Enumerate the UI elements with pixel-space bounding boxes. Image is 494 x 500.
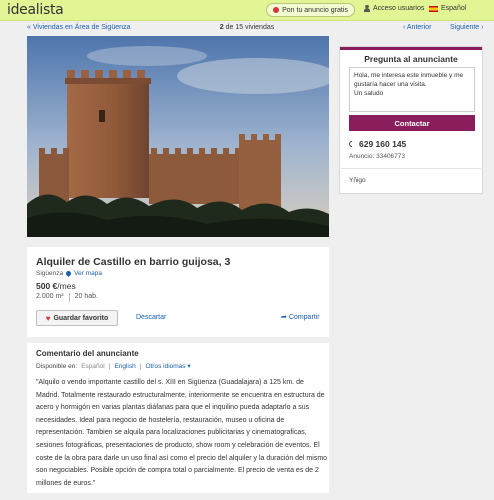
total-label: de 15 viviendas <box>225 24 275 31</box>
spain-flag-icon <box>429 6 438 12</box>
share-icon: ➦ <box>281 314 287 321</box>
other-languages-link[interactable] <box>145 362 190 370</box>
site-logo[interactable]: idealista <box>7 2 64 18</box>
top-bar <box>0 0 494 21</box>
post-ad-label: Pon tu anuncio gratis <box>282 6 348 14</box>
price-unit: /mes <box>57 281 76 291</box>
feature-separator <box>69 293 70 302</box>
phone-label: 629 160 145 <box>359 139 407 149</box>
comment-languages <box>36 362 191 370</box>
listing-navigation <box>0 22 494 34</box>
favorite-label: Guardar favorito <box>53 314 109 322</box>
lang-spanish: Español <box>81 362 105 370</box>
share-link[interactable] <box>281 313 320 321</box>
lang-separator: | <box>108 362 111 370</box>
listing-summary <box>27 247 329 337</box>
lang-separator: | <box>139 362 142 370</box>
save-favorite-button[interactable] <box>36 310 118 326</box>
pin-icon <box>273 7 279 13</box>
contact-accent-bar <box>340 47 482 50</box>
heart-icon: ♥ <box>45 313 51 323</box>
contact-button[interactable]: Contactar <box>349 115 475 131</box>
phone-icon <box>348 140 356 148</box>
user-icon <box>364 5 370 12</box>
next-link[interactable]: Siguiente › <box>450 24 484 31</box>
advertiser-comment <box>27 343 329 493</box>
view-map-link[interactable]: Ver mapa <box>74 270 102 277</box>
property-photo[interactable] <box>27 36 329 237</box>
comment-text: "Alquilo o vendo importante castillo del s. XIII en Sigüenza (Guadalajara) a 125 km. de Madrid. Totalmente restaurado estructuralmente, interiormente se encuentra en estructura de acero y hormigón en varias plantas diáfanas para que el inquilino pueda adaptarlo a sus necesidades. Ideal para negocio de hostelería, restauración, museo u oficina de representación. Tambien se alquila para localizaciones publicitarias y cinematograficas, sesiones fotográficas, presentaciones de producto, show room y celebración de eventos. El coste de la obra para darle un uso final así como el precio del alquiler y la duración del mismo son negociables. Posible opción de compra total o parcialmente. El precio de venta es de 2 millones de euros." <box>36 379 328 487</box>
discard-link[interactable]: Descartar <box>136 314 167 321</box>
castle-photo <box>27 36 329 237</box>
other-languages-label: Otros idiomas <box>145 363 186 370</box>
rooms-value: 20 hab. <box>74 293 98 300</box>
contact-title: Pregunta al anunciante <box>364 54 458 64</box>
phone-number[interactable] <box>349 139 406 149</box>
login-label: Acceso usuarios <box>373 5 425 12</box>
next-label: Siguiente <box>450 24 480 31</box>
lang-english-link[interactable]: English <box>114 362 136 370</box>
available-label: Disponible en: <box>36 362 78 370</box>
chevron-down-icon: ▾ <box>187 363 191 370</box>
area-value: 2.000 m² <box>36 293 64 300</box>
language-selector[interactable] <box>429 5 466 12</box>
back-label: Viviendas en Área de Sigüenza <box>32 24 131 31</box>
message-textarea[interactable]: Hola, me interesa este inmueble y me gustaría hacer una visita. Un saludo <box>349 67 475 112</box>
post-ad-button[interactable] <box>266 3 355 17</box>
contact-panel <box>339 46 483 194</box>
previous-link[interactable]: ‹ Anterior <box>403 24 432 31</box>
share-label: Compartir <box>288 313 320 321</box>
previous-label: Anterior <box>406 24 432 31</box>
language-label: Español <box>441 5 467 12</box>
price-value: 500 € <box>36 281 58 291</box>
login-link[interactable] <box>364 5 424 12</box>
map-marker-icon <box>65 270 72 277</box>
listing-location <box>36 270 102 277</box>
comment-title: Comentario del anunciante <box>36 349 139 358</box>
divider <box>341 168 481 169</box>
location-label: Sigüenza <box>36 270 64 277</box>
seller-name: Yñigo <box>349 177 366 184</box>
listing-price <box>36 281 76 291</box>
back-to-results-link[interactable]: « Viviendas en Área de Sigüenza <box>27 24 131 31</box>
listing-features <box>36 293 98 302</box>
ad-reference: Anuncio: 33406773 <box>349 153 406 160</box>
listing-title: Alquiler de Castillo en barrio guijosa, 3 <box>36 256 231 268</box>
current-index: 2 <box>219 24 224 31</box>
